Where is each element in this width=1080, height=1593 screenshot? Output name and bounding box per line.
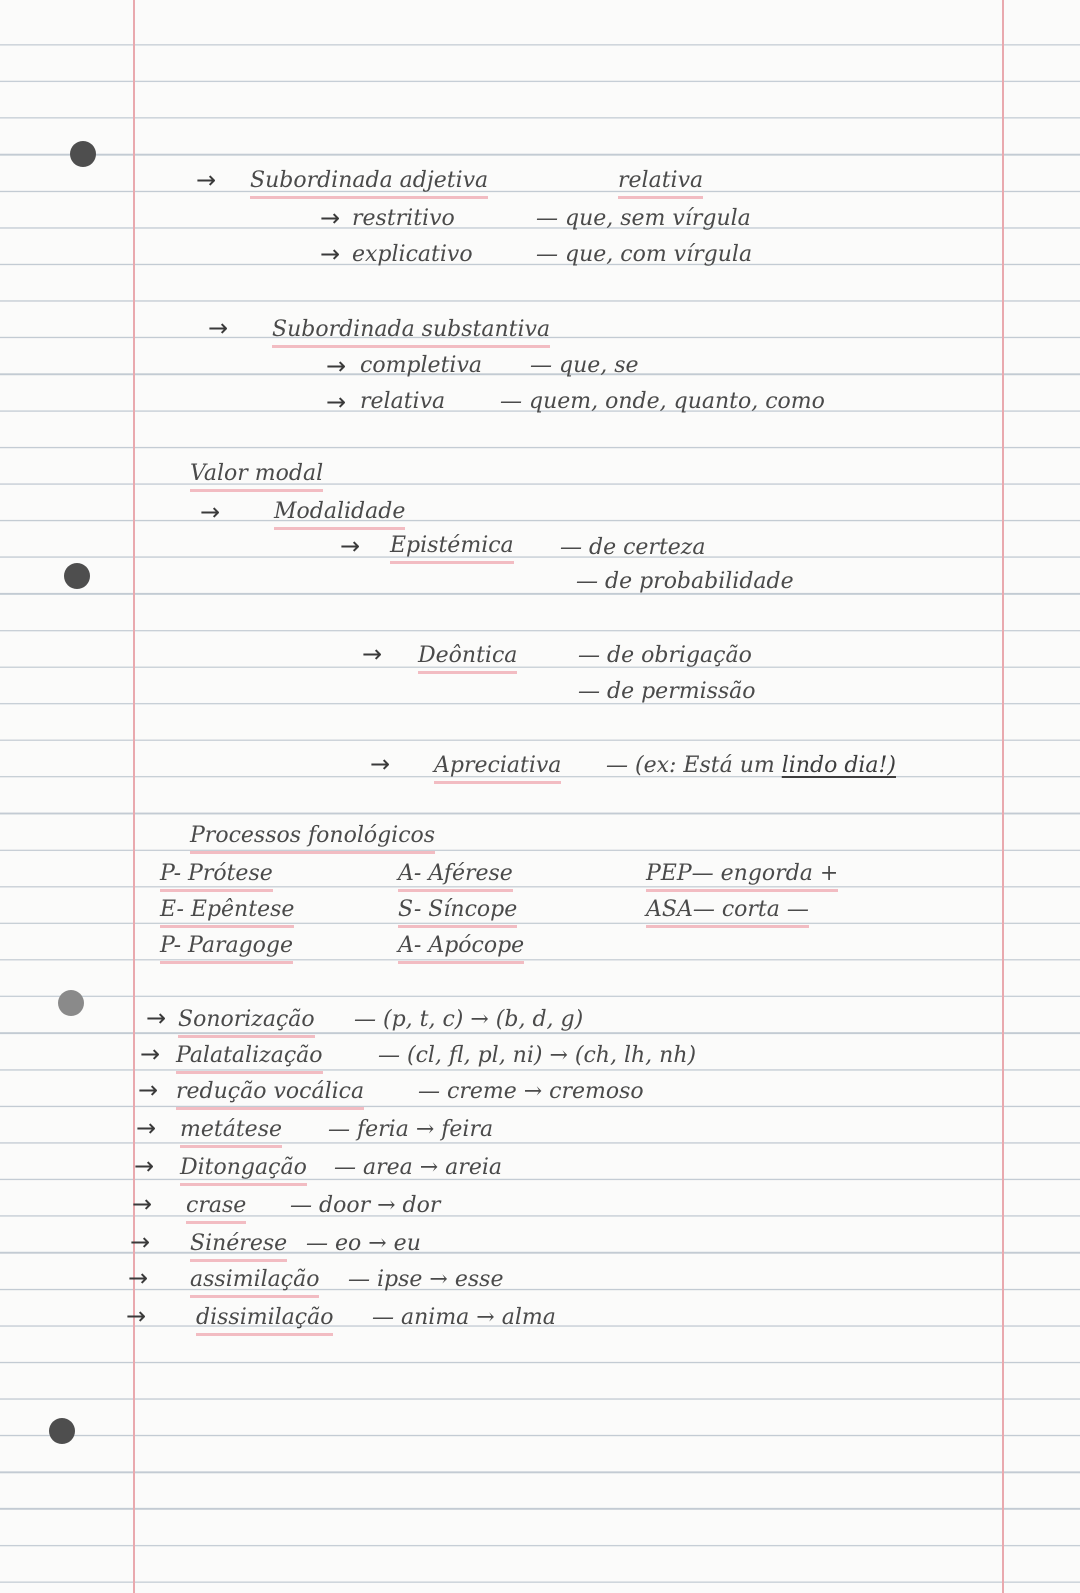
completiva-desc: — que, se [530, 353, 639, 378]
arrow-icon: → [146, 1004, 167, 1032]
sincope-item: S- Síncope [398, 896, 517, 928]
restritivo-label: restritivo [352, 206, 455, 231]
epistemica-probabilidade: — de probabilidade [576, 569, 794, 594]
deontica-label: Deôntica [418, 642, 517, 674]
arrow-icon: → [130, 1228, 151, 1256]
pep-note: PEP— engorda + [646, 860, 838, 892]
arrow-icon: → [208, 314, 229, 342]
modalidade-label: Modalidade [274, 498, 405, 530]
transformation-term: Palatalização [176, 1042, 323, 1074]
deontica-obrigacao: — de obrigação [578, 643, 752, 668]
arrow-icon: → [136, 1114, 157, 1142]
transformation-example: — door → dor [290, 1193, 441, 1218]
restritivo-desc: — que, sem vírgula [536, 206, 751, 231]
arrow-icon: → [140, 1040, 161, 1068]
apreciativa-example: lindo dia!) [781, 753, 896, 778]
binder-hole-4 [49, 1418, 75, 1444]
binder-hole-2 [64, 563, 90, 589]
arrow-icon: → [370, 750, 391, 778]
processos-fonologicos-title: Processos fonológicos [190, 822, 435, 854]
asa-note: ASA— corta — [646, 896, 809, 928]
transformation-term: assimilação [190, 1266, 319, 1298]
subordinada-substantiva-title: Subordinada substantiva [272, 316, 550, 348]
transformation-example: — eo → eu [306, 1231, 421, 1256]
apocope-item: A- Apócope [398, 932, 524, 964]
transformation-example: — anima → alma [372, 1305, 556, 1330]
transformation-term: Sonorização [178, 1006, 315, 1038]
arrow-icon: → [138, 1076, 159, 1104]
arrow-icon: → [128, 1264, 149, 1292]
arrow-icon: → [326, 352, 347, 380]
transformation-example: — creme → cremoso [418, 1079, 644, 1104]
arrow-icon: → [200, 498, 221, 526]
apreciativa-prefix: — (ex: Está um [606, 753, 775, 778]
arrow-icon: → [362, 640, 383, 668]
transformation-term: dissimilação [196, 1304, 333, 1336]
relativa-sub-label: relativa [360, 389, 446, 414]
right-margin-line [1002, 0, 1004, 1593]
paragoge-item: P- Paragoge [160, 932, 293, 964]
transformation-example: — area → areia [334, 1155, 502, 1180]
left-margin-line [133, 0, 135, 1593]
transformation-example: — (p, t, c) → (b, d, g) [354, 1007, 584, 1032]
apreciativa-label: Apreciativa [434, 752, 561, 784]
binder-hole-1 [70, 141, 96, 167]
arrow-icon: → [320, 204, 341, 232]
relativa-sub-desc: — quem, onde, quanto, como [500, 389, 825, 414]
explicativo-desc: — que, com vírgula [536, 242, 753, 267]
explicativo-label: explicativo [352, 242, 473, 267]
relativa-label: relativa [618, 167, 703, 199]
transformation-example: — ipse → esse [348, 1267, 504, 1292]
transformation-term: Ditongação [180, 1154, 307, 1186]
arrow-icon: → [340, 532, 361, 560]
transformation-example: — (cl, fl, pl, ni) → (ch, lh, nh) [378, 1043, 697, 1068]
arrow-icon: → [126, 1302, 147, 1330]
arrow-icon: → [320, 240, 341, 268]
valor-modal-title: Valor modal [190, 460, 323, 492]
arrow-icon: → [134, 1152, 155, 1180]
aferese-item: A- Aférese [398, 860, 513, 892]
transformation-term: redução vocálica [176, 1078, 364, 1110]
deontica-permissao: — de permissão [578, 679, 756, 704]
binder-hole-3 [58, 990, 84, 1016]
transformation-term: Sinérese [190, 1230, 287, 1262]
epistemica-label: Epistémica [390, 532, 514, 564]
arrow-icon: → [132, 1190, 153, 1218]
epistemica-certeza: — de certeza [560, 535, 706, 560]
transformation-example: — feria → feira [328, 1117, 494, 1142]
epentese-item: E- Epêntese [160, 896, 294, 928]
apreciativa-desc [606, 752, 896, 780]
protese-item: P- Prótese [160, 860, 273, 892]
transformation-term: crase [186, 1192, 246, 1224]
transformation-term: metátese [180, 1116, 282, 1148]
completiva-label: completiva [360, 353, 482, 378]
arrow-icon: → [196, 166, 217, 194]
arrow-icon: → [326, 388, 347, 416]
subordinada-adjetiva-title: Subordinada adjetiva [250, 167, 488, 199]
